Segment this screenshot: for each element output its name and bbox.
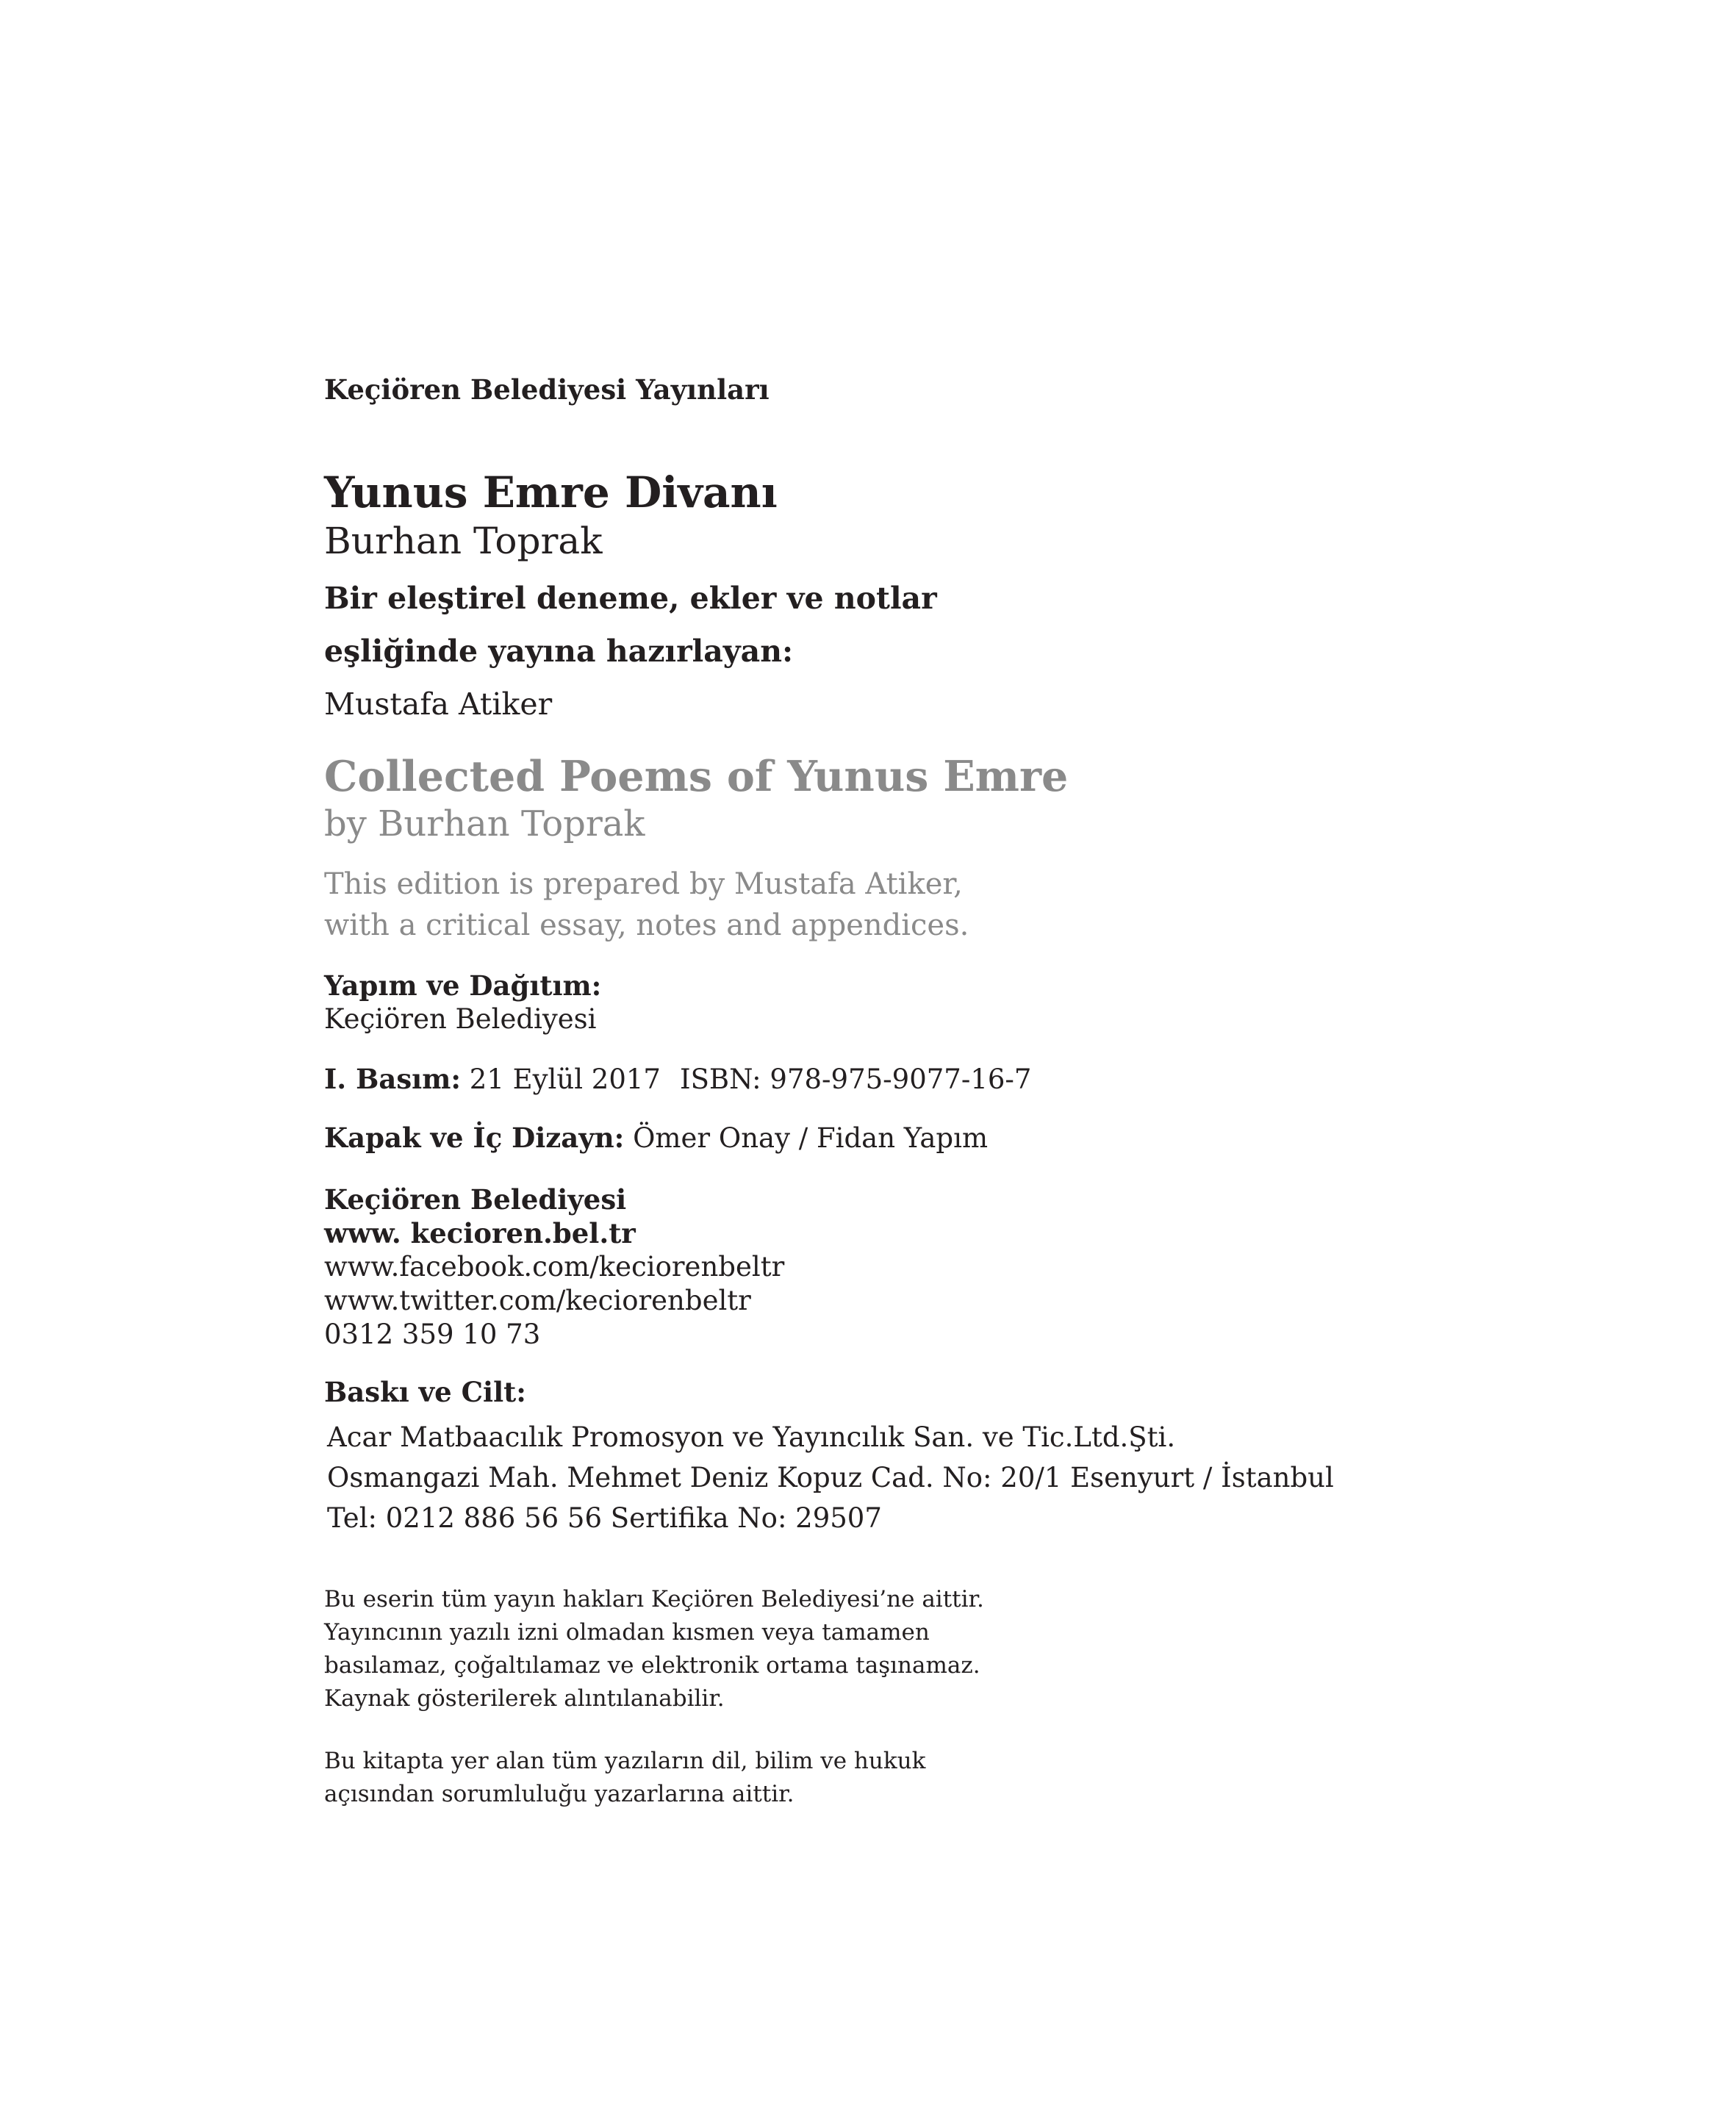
edition-label: I. Basım: bbox=[324, 1063, 462, 1095]
print-house-details bbox=[327, 1417, 1334, 1538]
print-house-name: Acar Matbaacılık Promosyon ve Yayıncılık San. ve Tic.Ltd.Şti. bbox=[327, 1421, 1176, 1453]
rights-notice bbox=[324, 1583, 984, 1715]
book-title-english: Collected Poems of Yunus Emre bbox=[324, 752, 1069, 801]
isbn: ISBN: 978-975-9077-16-7 bbox=[679, 1064, 1032, 1095]
edition-info bbox=[324, 1063, 1031, 1095]
production-label: Yapım ve Dağıtım: bbox=[324, 969, 602, 1002]
phone-number: 0312 359 10 73 bbox=[324, 1319, 541, 1350]
author-english: by Burhan Toprak bbox=[324, 803, 645, 844]
production-distribution bbox=[324, 969, 601, 1036]
rights-line: Kaynak gösterilerek alıntılanabilir. bbox=[324, 1685, 725, 1712]
responsibility-line: açısından sorumluluğu yazarlarına aittir. bbox=[324, 1781, 795, 1807]
website-link[interactable]: www. kecioren.bel.tr bbox=[324, 1217, 636, 1249]
print-house-label: Baskı ve Cilt: bbox=[324, 1376, 526, 1408]
design-label: Kapak ve İç Dizayn: bbox=[324, 1122, 625, 1154]
rights-line: basılamaz, çoğaltılamaz ve elektronik ortama taşınamaz. bbox=[324, 1652, 980, 1679]
twitter-link[interactable]: www.twitter.com/keciorenbeltr bbox=[324, 1285, 751, 1316]
production-value: Keçiören Belediyesi bbox=[324, 1003, 597, 1035]
edition-note-line-2: with a critical essay, notes and appendices. bbox=[324, 908, 969, 942]
design-credit bbox=[324, 1122, 988, 1154]
contact-info bbox=[324, 1183, 784, 1352]
book-title-turkish: Yunus Emre Divanı bbox=[324, 467, 778, 517]
editor-name: Mustafa Atiker bbox=[324, 686, 553, 722]
rights-line: Bu eserin tüm yayın hakları Keçiören Belediyesi’ne aittir. bbox=[324, 1586, 984, 1613]
responsibility-notice bbox=[324, 1745, 925, 1811]
rights-line: Yayıncının yazılı izni olmadan kısmen veya tamamen bbox=[324, 1619, 930, 1646]
publisher-series: Keçiören Belediyesi Yayınları bbox=[324, 373, 770, 406]
facebook-link[interactable]: www.facebook.com/keciorenbeltr bbox=[324, 1251, 785, 1283]
print-house-address: Osmangazi Mah. Mehmet Deniz Kopuz Cad. No: 20/1 Esenyurt / İstanbul bbox=[327, 1462, 1334, 1493]
editor-credit-line-1: Bir eleştirel deneme, ekler ve notlar bbox=[324, 581, 937, 616]
contact-name: Keçiören Belediyesi bbox=[324, 1183, 627, 1216]
edition-note-english bbox=[324, 864, 969, 946]
edition-note-line-1: This edition is prepared by Mustafa Atiker, bbox=[324, 867, 963, 901]
editor-credit-line-2: eşliğinde yayına hazırlayan: bbox=[324, 634, 794, 669]
print-house-phone: Tel: 0212 886 56 56 Sertifika No: 29507 bbox=[327, 1502, 882, 1534]
responsibility-line: Bu kitapta yer alan tüm yazıların dil, bilim ve hukuk bbox=[324, 1748, 926, 1774]
design-value: Ömer Onay / Fidan Yapım bbox=[633, 1122, 989, 1154]
author-turkish: Burhan Toprak bbox=[324, 520, 603, 562]
edition-date: 21 Eylül 2017 bbox=[469, 1064, 661, 1095]
